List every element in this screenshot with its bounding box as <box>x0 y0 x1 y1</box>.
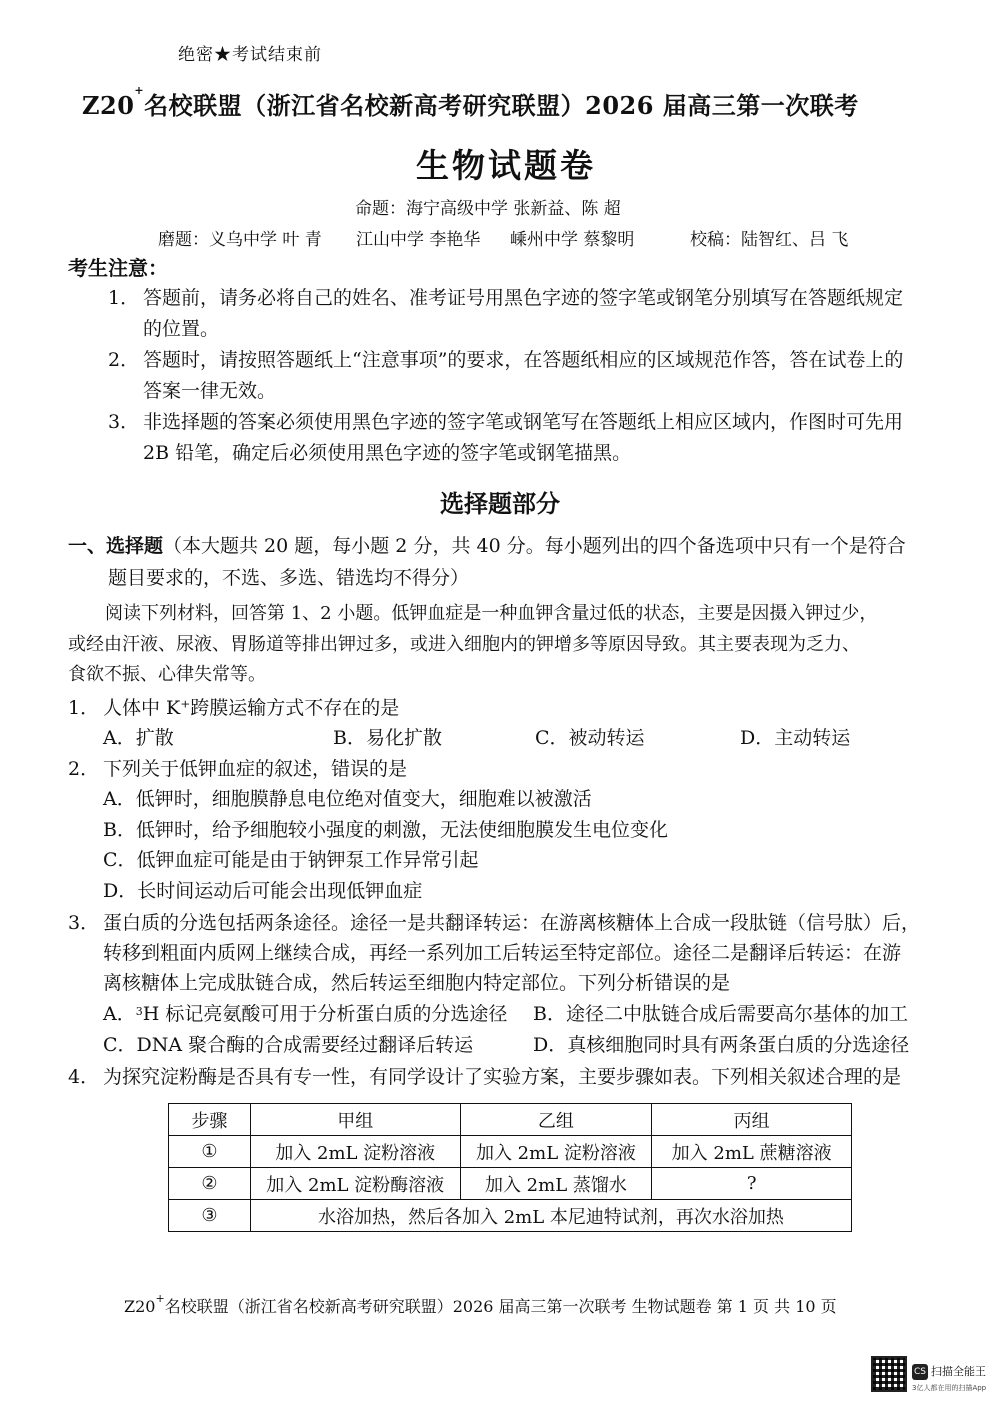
notice-item-2-line2: 答案一律无效。 <box>143 380 277 402</box>
notice-item-2-line1: 答题时，请按照答题纸上“注意事项”的要求，在答题纸相应的区域规范作答，答在试卷上的 <box>143 349 904 371</box>
notice-item-1-line1: 答题前，请务必将自己的姓名、准考证号用黑色字迹的签字笔或钢笔分别填写在答题纸规定 <box>143 287 904 309</box>
material-line-2: 或经由汗液、尿液、胃肠道等排出钾过多，或进入细胞内的钾增多等原因导致。其主要表现为乏力、 <box>68 634 860 655</box>
q2-option-c: C．低钾血症可能是由于钠钾泵工作异常引起 <box>103 849 479 871</box>
q3-num: 3． <box>68 912 100 934</box>
title-prefix: Z20 <box>82 91 135 120</box>
table-header-cell: 乙组 <box>460 1104 652 1136</box>
q1-option-a: A．扩散 <box>103 727 174 749</box>
subject-title: 生物试题卷 <box>416 146 596 185</box>
part-desc-1: （本大题共 20 题，每小题 2 分，共 40 分。每小题列出的四个备选项中只有一个是符合 <box>163 535 906 557</box>
table-cell: ② <box>169 1168 251 1200</box>
table-header-cell: 丙组 <box>652 1104 852 1136</box>
q2-option-d: D．长时间运动后可能会出现低钾血症 <box>103 880 423 902</box>
q3-option-a <box>103 1002 507 1026</box>
reviewers-3: 嵊州中学 蔡黎明 <box>510 230 635 250</box>
title-rest: 名校联盟（浙江省名校新高考研究联盟）2026 届高三第一次联考 <box>144 91 859 120</box>
part-desc-2: 题目要求的，不选、多选、错选均不得分） <box>108 567 470 589</box>
experiment-table <box>168 1103 852 1232</box>
table-cell: ③ <box>169 1200 251 1232</box>
part-label: 一、选择题 <box>68 535 164 557</box>
section-title: 选择题部分 <box>440 489 560 518</box>
table-cell: 加入 2mL 淀粉酶溶液 <box>250 1168 460 1200</box>
reviewers-1: 磨题：义乌中学 叶 青 <box>158 230 322 250</box>
camscanner-logo: CS <box>912 1364 928 1380</box>
watermark-name: 扫描全能王 <box>931 1365 986 1378</box>
q1-option-d: D．主动转运 <box>740 727 851 749</box>
material-line-1: 阅读下列材料，回答第 1、2 小题。低钾血症是一种血钾含量过低的状态，主要是因摄入钾过少， <box>105 603 878 624</box>
q4-stem: 为探究淀粉酶是否具有专一性，有同学设计了实验方案，主要步骤如表。下列相关叙述合理的是 <box>103 1066 902 1088</box>
notice-item-3-line1: 非选择题的答案必须使用黑色字迹的签字笔或钢笔写在答题纸上相应区域内，作图时可先用 <box>143 411 904 433</box>
notice-item-1-line2: 的位置。 <box>143 318 220 340</box>
footer-sup: + <box>155 1292 165 1305</box>
table-cell: ? <box>652 1168 852 1200</box>
footer-prefix: Z20 <box>124 1297 156 1316</box>
table-header-row <box>169 1104 852 1136</box>
notice-item-3-line2: 2B 铅笔，确定后必须使用黑色字迹的签字笔或钢笔描黑。 <box>143 442 632 464</box>
q1-option-c: C．被动转运 <box>535 727 645 749</box>
q2-option-b: B．低钾时，给予细胞较小强度的刺激，无法使细胞膜发生电位变化 <box>103 819 668 841</box>
q2-stem: 下列关于低钾血症的叙述，错误的是 <box>103 758 408 780</box>
notice-num-1: 1． <box>108 287 140 309</box>
footer-text: 名校联盟（浙江省名校新高考研究联盟）2026 届高三第一次联考 生物试题卷 第 1 页 共 10 页 <box>164 1297 837 1316</box>
q1-num: 1． <box>68 697 100 719</box>
material-line-3: 食欲不振、心律失常等。 <box>68 664 266 685</box>
table-cell: ① <box>169 1136 251 1168</box>
q2-num: 2． <box>68 758 100 780</box>
table-header-cell: 甲组 <box>250 1104 460 1136</box>
table-cell: 加入 2mL 蒸馏水 <box>460 1168 652 1200</box>
secrecy-label: 绝密★考试结束前 <box>178 45 322 65</box>
q2-option-a: A．低钾时，细胞膜静息电位绝对值变大，细胞难以被激活 <box>103 788 592 810</box>
q3-option-d: D．真核细胞同时具有两条蛋白质的分选途径 <box>533 1034 910 1056</box>
proofread: 校稿：陆智红、吕 飞 <box>690 230 849 250</box>
notice-num-2: 2． <box>108 349 140 371</box>
table-header-cell: 步骤 <box>169 1104 251 1136</box>
q3-stem-2: 转移到粗面内质网上继续合成，再经一系列加工后转运至特定部位。途径二是翻译后转运：在游 <box>103 942 902 964</box>
part-heading <box>68 534 906 558</box>
q3-option-a-text: H 标记亮氨酸可用于分析蛋白质的分选途径 <box>142 1003 508 1025</box>
page-footer <box>124 1294 837 1317</box>
q3-option-b: B．途径二中肽链合成后需要高尔基体的加工 <box>533 1003 908 1025</box>
q4-num: 4． <box>68 1066 100 1088</box>
q3-stem-1: 蛋白质的分选包括两条途径。途径一是共翻译转运：在游离核糖体上合成一段肽链（信号肽）后， <box>103 912 921 934</box>
title-sup: + <box>134 84 145 97</box>
table-cell-merged: 水浴加热，然后各加入 2mL 本尼迪特试剂，再次水浴加热 <box>250 1200 851 1232</box>
table-row <box>169 1200 852 1232</box>
q3-option-a-sup: 3 <box>135 1005 143 1018</box>
table-cell: 加入 2mL 淀粉溶液 <box>250 1136 460 1168</box>
q1-option-b: B．易化扩散 <box>333 727 442 749</box>
table-cell: 加入 2mL 淀粉溶液 <box>460 1136 652 1168</box>
notice-num-3: 3． <box>108 411 140 433</box>
notice-heading: 考生注意： <box>68 256 168 280</box>
watermark-tagline: 3亿人都在用的扫描App <box>912 1384 987 1392</box>
reviewers-2: 江山中学 李艳华 <box>356 230 481 250</box>
qr-code-icon <box>871 1356 907 1392</box>
q3-stem-3: 离核糖体上完成肽链合成，然后转运至细胞内特定部位。下列分析错误的是 <box>103 972 731 994</box>
q3-option-a-label: A． <box>103 1003 136 1025</box>
exam-title <box>82 86 859 121</box>
authors: 命题：海宁高级中学 张新益、陈 超 <box>355 199 621 219</box>
q1-stem: 人体中 K⁺跨膜运输方式不存在的是 <box>103 697 400 719</box>
table-cell: 加入 2mL 蔗糖溶液 <box>652 1136 852 1168</box>
table-row <box>169 1136 852 1168</box>
q3-option-c: C．DNA 聚合酶的合成需要经过翻译后转运 <box>103 1034 474 1056</box>
table-row <box>169 1168 852 1200</box>
